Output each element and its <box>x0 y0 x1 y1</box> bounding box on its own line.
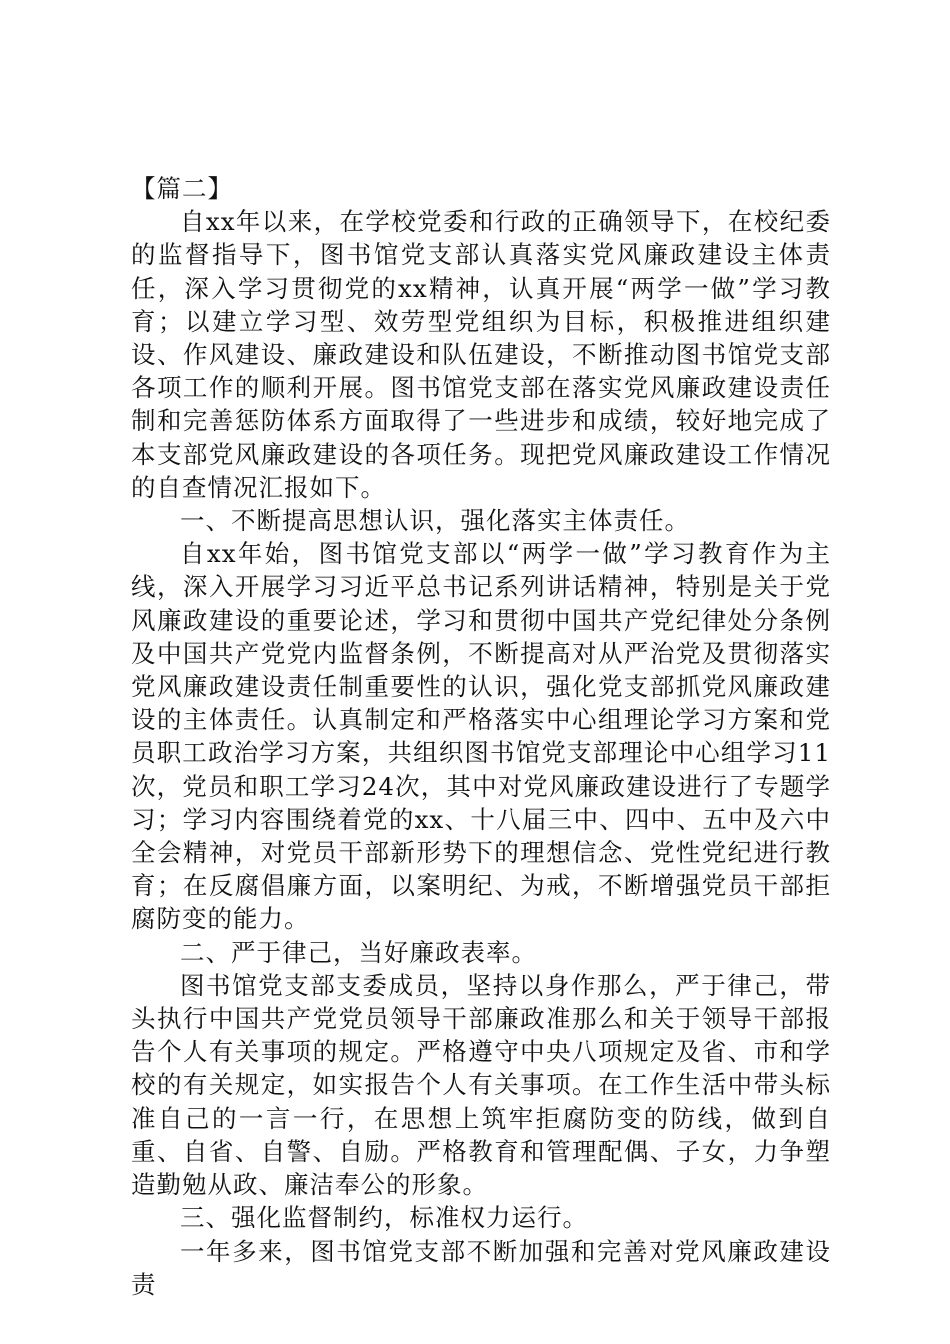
body-paragraph-3: 一年多来，图书馆党支部不断加强和完善对党风廉政建设责 <box>131 1236 831 1299</box>
section-title: 【篇二】 <box>131 174 233 203</box>
document-body <box>131 172 831 1301</box>
section-heading-3: 三、强化监督制约，标准权力运行。 <box>180 1203 588 1233</box>
intro-paragraph: 自xx年以来，在学校党委和行政的正确领导下，在校纪委的监督指导下，图书馆党支部认真落实党风廉政建设主体责任，深入学习贯彻党的xx精神，认真开展“两学一做”学习教育；以建立学习型、效劳型党组织为目标，积极推进组织建设、作风建设、廉政建设和队伍建设，不断推动图书馆党支部各项工作的顺利开展。图书馆党支部在落实党风廉政建设责任制和完善惩防体系方面取得了一些进步和成绩，较好地完成了本支部党风廉政建设的各项任务。现把党风廉政建设工作情况的自查情况汇报如下。 <box>131 207 831 502</box>
body-paragraph-1: 自xx年始，图书馆党支部以“两学一做”学习教育作为主线，深入开展学习习近平总书记系列讲话精神，特别是关于党风廉政建设的重要论述，学习和贯彻中国共产党纪律处分条例及中国共产党党内监督条例，不断提高对从严治党及贯彻落实党风廉政建设责任制重要性的认识，强化党支部抓党风廉政建设的主体责任。认真制定和严格落实中心组理论学习方案和党员职工政治学习方案，共组织图书馆党支部理论中心组学习11次，党员和职工学习24次，其中对党风廉政建设进行了专题学习；学习内容围绕着党的xx、十八届三中、四中、五中及六中全会精神，对党员干部新形势下的理想信念、党性党纪进行教育；在反腐倡廉方面，以案明纪、为戒，不断增强党员干部拒腐防变的能力。 <box>131 539 831 934</box>
section-heading-1: 一、不断提高思想认识，强化落实主体责任。 <box>180 506 690 536</box>
body-paragraph-2: 图书馆党支部支委成员，坚持以身作那么，严于律己，带头执行中国共产党党员领导干部廉政准那么和关于领导干部报告个人有关事项的规定。严格遵守中央八项规定及省、市和学校的有关规定，如实报告个人有关事项。在工作生活中带头标准自己的一言一行，在思想上筑牢拒腐防变的防线，做到自重、自省、自警、自励。严格教育和管理配偶、子女，力争塑造勤勉从政、廉洁奉公的形象。 <box>131 970 831 1200</box>
section-heading-2: 二、严于律己，当好廉政表率。 <box>180 937 537 967</box>
